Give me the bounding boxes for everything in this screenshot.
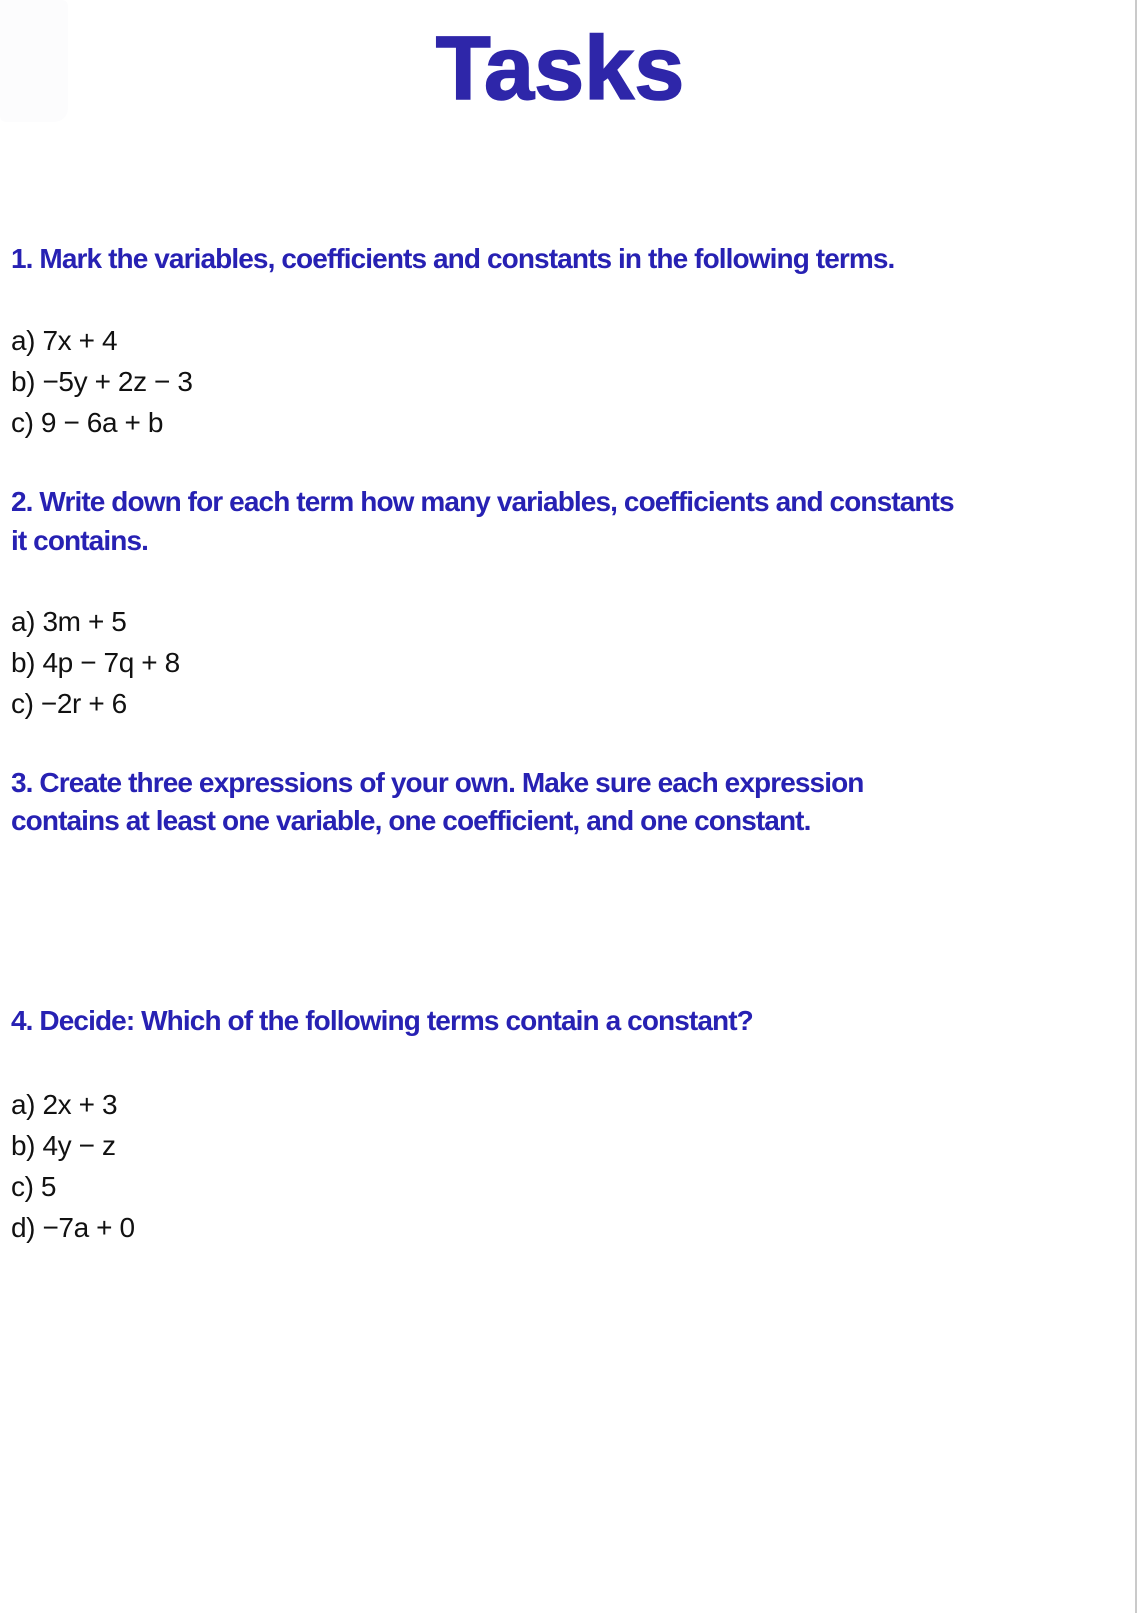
question-2-heading-line-1: 2. Write down for each term how many variables, coefficients and constants: [11, 486, 954, 517]
question-2-heading: [11, 482, 954, 560]
question-1-item-a: a) 7x + 4: [11, 325, 118, 356]
question-2-item-b: b) 4p − 7q + 8: [11, 647, 180, 678]
question-4-item-b: b) 4y − z: [11, 1130, 116, 1161]
page-title: Tasks: [435, 19, 685, 119]
question-1-items: [11, 320, 193, 443]
question-2-items: [11, 601, 180, 724]
question-4-heading: [11, 1002, 753, 1040]
question-4-items: [11, 1084, 135, 1248]
question-2-item-c: c) −2r + 6: [11, 688, 127, 719]
question-1-item-c: c) 9 − 6a + b: [11, 407, 164, 438]
question-3-heading-line-2: contains at least one variable, one coefficient, and one constant.: [11, 805, 811, 836]
page-right-edge-line: [1135, 0, 1137, 1613]
question-1-item-b: b) −5y + 2z − 3: [11, 366, 193, 397]
question-4-heading-line: 4. Decide: Which of the following terms contain a constant?: [11, 1005, 753, 1036]
question-2-item-a: a) 3m + 5: [11, 606, 127, 637]
question-1-heading: [11, 240, 894, 278]
question-3-heading-line-1: 3. Create three expressions of your own. Make sure each expression: [11, 767, 864, 798]
question-1-heading-line: 1. Mark the variables, coefficients and constants in the following terms.: [11, 243, 895, 274]
question-4-item-a: a) 2x + 3: [11, 1089, 118, 1120]
question-4-item-d: d) −7a + 0: [11, 1212, 135, 1243]
question-3-heading: [11, 764, 864, 840]
question-4-item-c: c) 5: [11, 1171, 57, 1202]
question-2-heading-line-2: it contains.: [11, 525, 148, 556]
